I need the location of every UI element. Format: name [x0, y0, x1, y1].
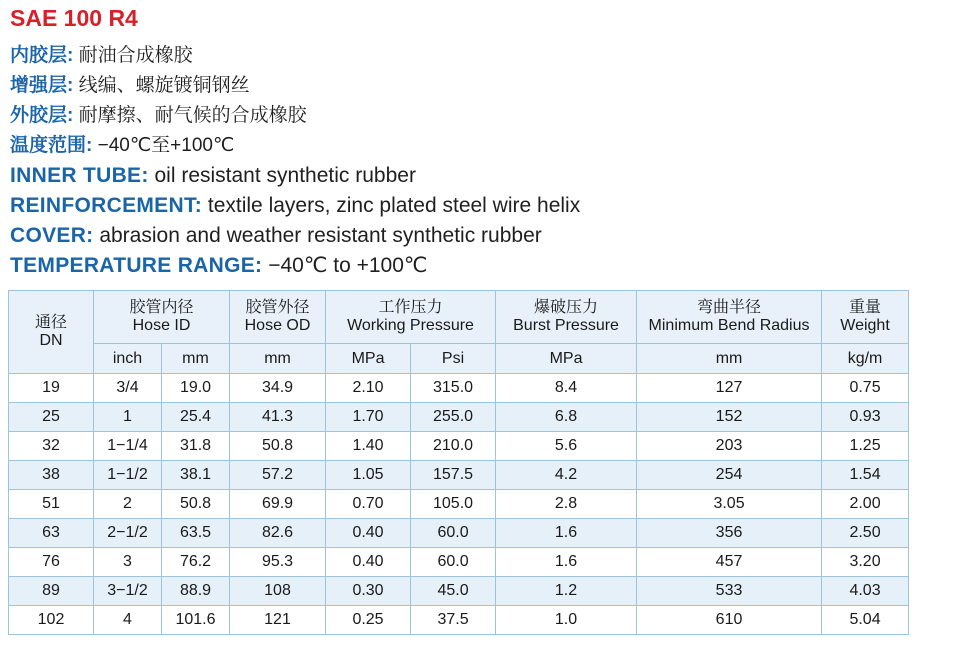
- spec-value: 耐摩擦、耐气候的合成橡胶: [78, 105, 307, 126]
- table-cell: 76: [9, 548, 94, 577]
- unit-cell: inch: [94, 344, 162, 374]
- table-cell: 63.5: [162, 519, 230, 548]
- table-cell: 1.70: [326, 403, 411, 432]
- table-cell: 0.30: [326, 577, 411, 606]
- spec-label: 增强层:: [10, 75, 74, 96]
- table-cell: 38.1: [162, 461, 230, 490]
- header-hose-id-cn: 胶管内径: [129, 299, 194, 316]
- header-bend-radius-en: Minimum Bend Radius: [648, 317, 810, 334]
- table-cell: 3−1/2: [94, 577, 162, 606]
- table-cell: 45.0: [411, 577, 496, 606]
- header-weight-cn: 重量: [849, 299, 882, 316]
- table-cell: 19.0: [162, 374, 230, 403]
- table-row: [9, 577, 909, 606]
- table-cell: 63: [9, 519, 94, 548]
- header-hose-od: [230, 291, 326, 344]
- table-cell: 2: [94, 490, 162, 519]
- table-row: [9, 606, 909, 635]
- table-row: [9, 461, 909, 490]
- table-cell: 2.00: [822, 490, 909, 519]
- table-cell: 1.2: [496, 577, 637, 606]
- spec-value: 耐油合成橡胶: [78, 45, 193, 66]
- table-cell: 82.6: [230, 519, 326, 548]
- table-row: [9, 432, 909, 461]
- table-cell: 315.0: [411, 374, 496, 403]
- header-dn-en: DN: [39, 332, 63, 349]
- table-cell: 19: [9, 374, 94, 403]
- spec-label: 内胶层:: [10, 45, 74, 66]
- spec-value: abrasion and weather resistant synthetic rubber: [99, 224, 542, 247]
- table-cell: 1.40: [326, 432, 411, 461]
- spec-label: 外胶层:: [10, 105, 74, 126]
- header-working-pressure-en: Working Pressure: [347, 317, 474, 334]
- table-cell: 4.2: [496, 461, 637, 490]
- unit-cell: kg/m: [822, 344, 909, 374]
- header-hose-id: [94, 291, 230, 344]
- header-bend-radius-cn: 弯曲半径: [697, 299, 762, 316]
- spec-cover-cn: [10, 101, 580, 131]
- table-cell: 6.8: [496, 403, 637, 432]
- table-cell: 1−1/2: [94, 461, 162, 490]
- table-cell: 1.05: [326, 461, 411, 490]
- table-cell: 255.0: [411, 403, 496, 432]
- table-cell: 0.25: [326, 606, 411, 635]
- table-cell: 1−1/4: [94, 432, 162, 461]
- table-cell: 95.3: [230, 548, 326, 577]
- header-burst-pressure-cn: 爆破压力: [534, 299, 599, 316]
- spec-label: TEMPERATURE RANGE:: [10, 254, 263, 277]
- table-cell: 3/4: [94, 374, 162, 403]
- header-burst-pressure: [496, 291, 637, 344]
- table-cell: 89: [9, 577, 94, 606]
- page-title: SAE 100 R4: [10, 5, 138, 31]
- table-cell: 1.54: [822, 461, 909, 490]
- header-working-pressure: [326, 291, 496, 344]
- table-cell: 101.6: [162, 606, 230, 635]
- table-cell: 2.8: [496, 490, 637, 519]
- header-working-pressure-cn: 工作压力: [378, 299, 443, 316]
- spec-value: textile layers, zinc plated steel wire helix: [207, 194, 581, 217]
- spec-value: oil resistant synthetic rubber: [154, 164, 416, 187]
- table-cell: 5.6: [496, 432, 637, 461]
- table-cell: 1.6: [496, 548, 637, 577]
- table-cell: 60.0: [411, 548, 496, 577]
- table-cell: 1.6: [496, 519, 637, 548]
- table-cell: 8.4: [496, 374, 637, 403]
- table-cell: 57.2: [230, 461, 326, 490]
- table-cell: 38: [9, 461, 94, 490]
- spec-temperature-en: [10, 251, 580, 281]
- table-cell: 60.0: [411, 519, 496, 548]
- table-cell: 1.0: [496, 606, 637, 635]
- unit-cell: Psi: [411, 344, 496, 374]
- table-body: [9, 374, 909, 635]
- table-cell: 50.8: [162, 490, 230, 519]
- table-cell: 3.20: [822, 548, 909, 577]
- unit-cell: MPa: [326, 344, 411, 374]
- table-cell: 69.9: [230, 490, 326, 519]
- spec-label: 温度范围:: [10, 135, 93, 156]
- spec-value: 线编、螺旋镀铜钢丝: [78, 75, 250, 96]
- table-cell: 31.8: [162, 432, 230, 461]
- spec-list: [10, 41, 580, 281]
- table-cell: 2−1/2: [94, 519, 162, 548]
- header-bend-radius: [637, 291, 822, 344]
- header-hose-od-cn: 胶管外径: [245, 299, 310, 316]
- spec-reinforcement-cn: [10, 71, 580, 101]
- header-weight-en: Weight: [840, 317, 890, 334]
- table-cell: 0.93: [822, 403, 909, 432]
- table-cell: 157.5: [411, 461, 496, 490]
- table-row: [9, 374, 909, 403]
- table-cell: 25: [9, 403, 94, 432]
- table-cell: 5.04: [822, 606, 909, 635]
- header-weight: [822, 291, 909, 344]
- spec-label: COVER:: [10, 224, 94, 247]
- table-cell: 203: [637, 432, 822, 461]
- header-hose-id-en: Hose ID: [132, 317, 191, 334]
- spec-value: −40℃ to +100℃: [268, 254, 428, 277]
- table-cell: 0.40: [326, 519, 411, 548]
- table-cell: 4: [94, 606, 162, 635]
- table-cell: 50.8: [230, 432, 326, 461]
- table-cell: 210.0: [411, 432, 496, 461]
- table-cell: 533: [637, 577, 822, 606]
- table-cell: 254: [637, 461, 822, 490]
- table-row: [9, 548, 909, 577]
- table-cell: 37.5: [411, 606, 496, 635]
- unit-cell: mm: [637, 344, 822, 374]
- table-cell: 4.03: [822, 577, 909, 606]
- spec-inner-tube-en: [10, 161, 580, 191]
- table-cell: 0.40: [326, 548, 411, 577]
- table-cell: 1.25: [822, 432, 909, 461]
- spec-label: INNER TUBE:: [10, 164, 149, 187]
- table-cell: 25.4: [162, 403, 230, 432]
- header-hose-od-en: Hose OD: [244, 317, 311, 334]
- header-dn-cn: 通径: [34, 314, 67, 331]
- unit-cell: MPa: [496, 344, 637, 374]
- table-cell: 356: [637, 519, 822, 548]
- table-cell: 0.75: [822, 374, 909, 403]
- table-cell: 3: [94, 548, 162, 577]
- header-dn: [9, 291, 94, 374]
- table-cell: 51: [9, 490, 94, 519]
- unit-cell: mm: [162, 344, 230, 374]
- table-cell: 108: [230, 577, 326, 606]
- spec-value: −40℃至+100℃: [97, 135, 235, 156]
- header-burst-pressure-en: Burst Pressure: [513, 317, 619, 334]
- table-cell: 3.05: [637, 490, 822, 519]
- table-cell: 2.50: [822, 519, 909, 548]
- table-cell: 121: [230, 606, 326, 635]
- table-row: [9, 403, 909, 432]
- table-cell: 34.9: [230, 374, 326, 403]
- spec-inner-tube-cn: [10, 41, 580, 71]
- table-cell: 0.70: [326, 490, 411, 519]
- table-cell: 457: [637, 548, 822, 577]
- spec-table: [8, 290, 909, 635]
- spec-temperature-cn: [10, 131, 580, 161]
- table-cell: 102: [9, 606, 94, 635]
- table-cell: 105.0: [411, 490, 496, 519]
- table-row: [9, 519, 909, 548]
- table-cell: 32: [9, 432, 94, 461]
- spec-cover-en: [10, 221, 580, 251]
- table-cell: 88.9: [162, 577, 230, 606]
- table-row: [9, 490, 909, 519]
- table-cell: 152: [637, 403, 822, 432]
- table-cell: 76.2: [162, 548, 230, 577]
- table-cell: 2.10: [326, 374, 411, 403]
- table-cell: 1: [94, 403, 162, 432]
- unit-cell: mm: [230, 344, 326, 374]
- spec-reinforcement-en: [10, 191, 580, 221]
- table-cell: 41.3: [230, 403, 326, 432]
- table-cell: 127: [637, 374, 822, 403]
- spec-label: REINFORCEMENT:: [10, 194, 203, 217]
- table-cell: 610: [637, 606, 822, 635]
